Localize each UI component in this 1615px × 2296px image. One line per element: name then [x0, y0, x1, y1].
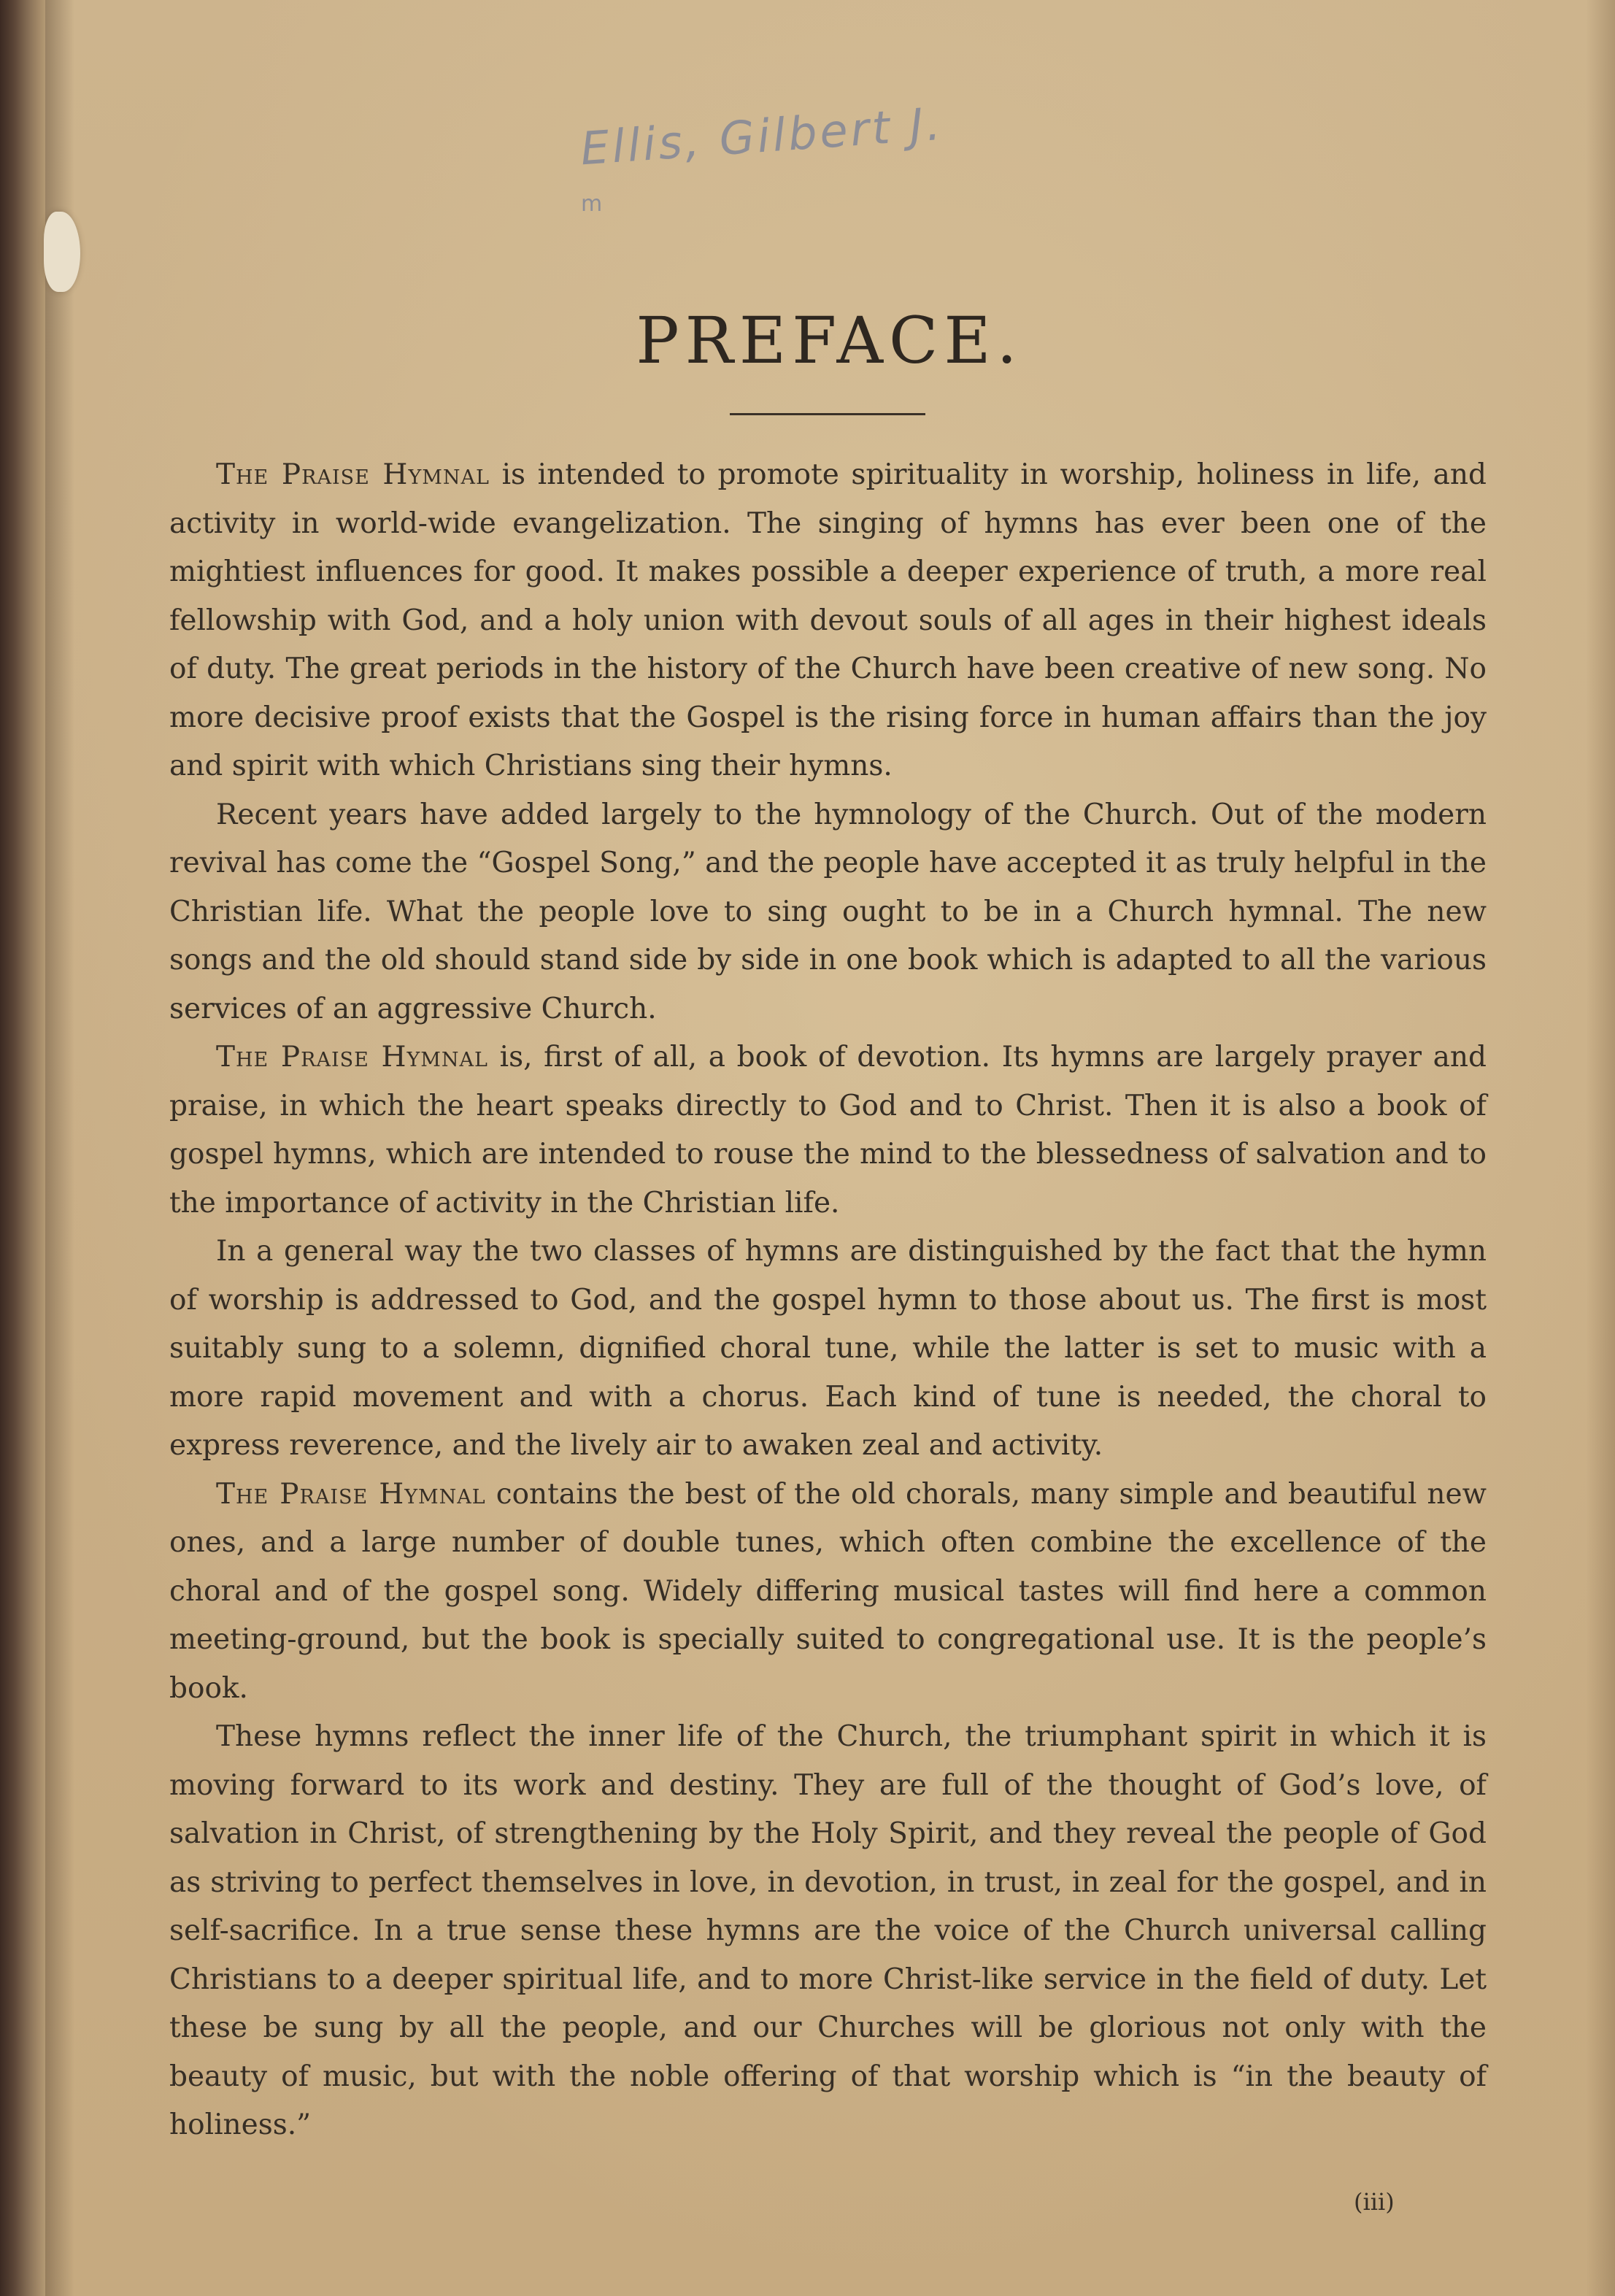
paragraph-text: is, first of all, a book of devotion. Its hymns are largely prayer and praise, in which the heart speaks directly to God and to Christ. Then it is also a book of gospel hymns, which are intended to rouse the mind to the blessedness of salvation and to the importance of activity in the Christian life. — [169, 1041, 1487, 1220]
paragraph-4 — [169, 1228, 1487, 1471]
paragraph-text: These hymns reflect the inner life of the Church, the triumphant spirit in which it is moving forward to its work and destiny. They are full of the thought of God’s love, of salvation in Christ, of strengthening by the Holy Spirit, and they reveal the people of God as striving to perfect themselves in love, in devotion, in trust, in zeal for the gospel, and in self-sacrifice. In a true sense these hymns are the voice of the Church universal calling Christians to a deeper spiritual life, and to more Christ-like service in the field of duty. Let these be sung by all the people, and our Churches will be glorious not only with the beauty of music, but with the noble offering of that worship which is “in the beauty of holiness.” — [169, 1720, 1487, 2141]
preface-body — [169, 451, 1487, 2150]
title-rule — [730, 413, 925, 415]
pencil-mark: m — [581, 191, 603, 217]
paragraph-text: is intended to promote spirituality in worship, holiness in life, and activity in world-wide evangelization. The singing of hymns has ever been one of the mightiest influences for good. It makes possible a deeper experience of truth, a more real fellowship with God, and a holy union with devout souls of all ages in their highest ideals of duty. The great periods in the history of the Church have been creative of new song. No more decisive proof exists that the Gospel is the rising force in human affairs than the joy and spirit with which Christians sing their hymns. — [169, 458, 1487, 782]
lead-small-caps: The Praise Hymnal — [216, 1041, 488, 1074]
lead-small-caps: The Praise Hymnal — [216, 1477, 486, 1511]
paragraph-text: contains the best of the old chorals, many simple and beautiful new ones, and a large number of double tunes, which often combine the excellence of the choral and of the gospel song. Widely differing musical tastes will find here a common meeting-ground, but the book is specially suited to congregational use. It is the people’s book. — [169, 1477, 1487, 1705]
page-number: (iii) — [1354, 2188, 1395, 2216]
lead-small-caps: The Praise Hymnal — [216, 458, 490, 491]
paper-tear — [44, 212, 80, 292]
paragraph-text: In a general way the two classes of hymns are distinguished by the fact that the hymn of worship is addressed to God, and the gospel hymn to those about us. The first is most suitably sung to a solemn, dignified choral tune, while the latter is set to music with a more rapid movement and with a chorus. Each kind of tune is needed, the choral to express reverence, and the lively air to awaken zeal and activity. — [169, 1235, 1487, 1462]
page-title: PREFACE. — [636, 303, 1023, 378]
paragraph-1 — [169, 451, 1487, 791]
pencil-signature: Ellis, Gilbert J. — [579, 96, 946, 176]
paragraph-6 — [169, 1713, 1487, 2150]
paragraph-3 — [169, 1033, 1487, 1228]
paragraph-2 — [169, 791, 1487, 1034]
paragraph-5 — [169, 1471, 1487, 1714]
paragraph-text: Recent years have added largely to the hymnology of the Church. Out of the modern revival has come the “Gospel Song,” and the people have accepted it as truly helpful in the Christian life. What the people love to sing ought to be in a Church hymnal. The new songs and the old should stand side by side in one book which is adapted to all the various services of an aggressive Church. — [169, 798, 1487, 1025]
